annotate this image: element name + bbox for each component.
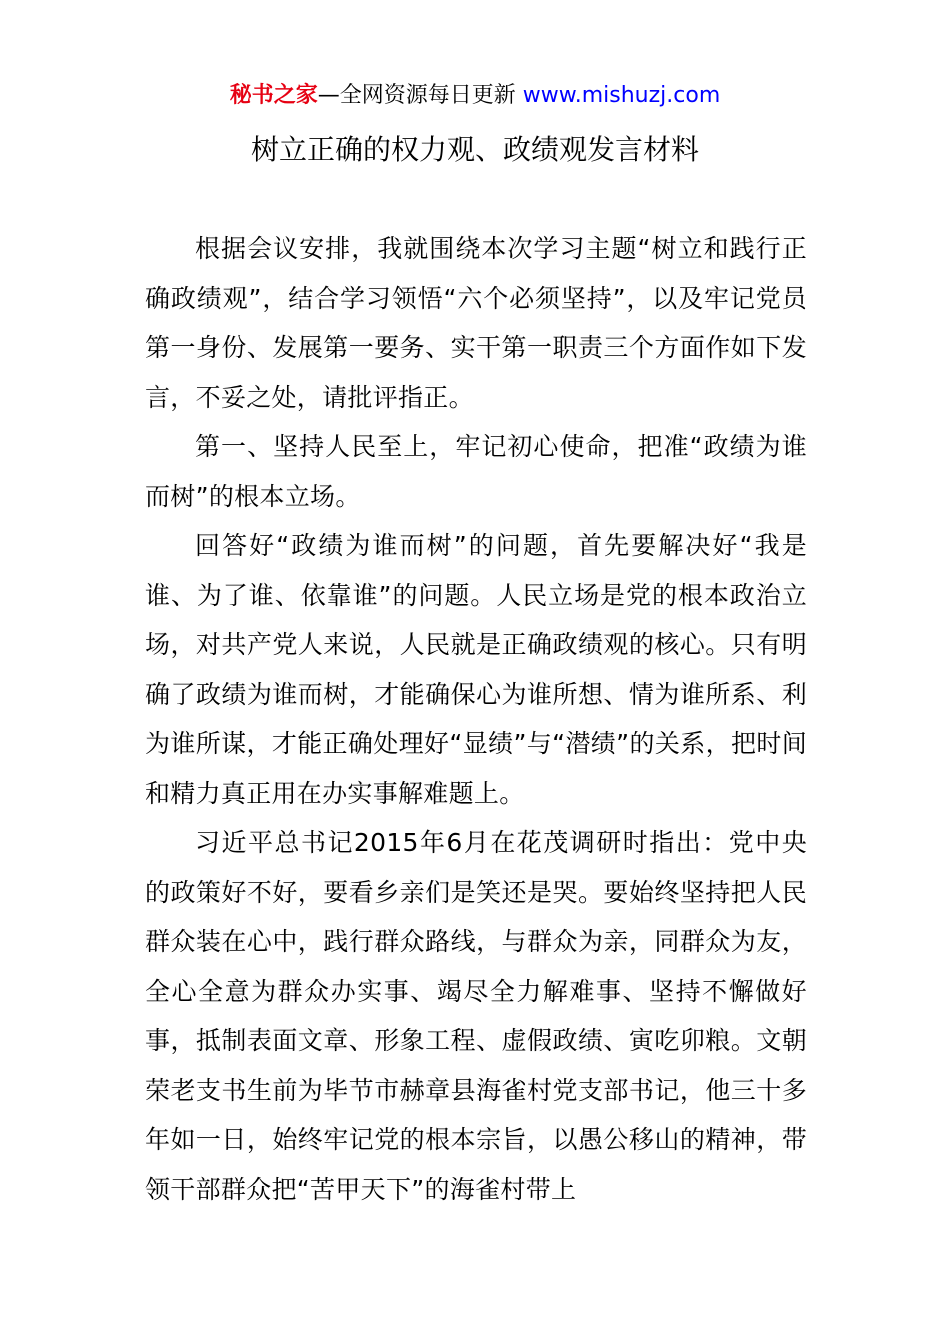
paragraph: 第一、坚持人民至上，牢记初心使命，把准“政绩为谁而树”的根本立场。 xyxy=(145,432,807,511)
document-body xyxy=(145,224,807,1214)
site-url-link[interactable]: www.mishuzj.com xyxy=(522,83,721,108)
document-title: 树立正确的权力观、政绩观发言材料 xyxy=(250,133,699,166)
paragraph: 习近平总书记2015年6月在花茂调研时指出：党中央的政策好不好，要看乡亲们是笑还是哭。要始终坚持把人民群众装在心中，践行群众路线，与群众为亲，同群众为友，全心全意为群众办实事、竭尽全力解难事、坚持不懈做好事，抵制表面文章、形象工程、虚假政绩、寅吃卯粮。文朝荣老支书生前为毕节市赫章县海雀村党支部书记，他三十多年如一日，始终牢记党的根本宗旨，以愚公移山的精神，带领干部群众把“苦甲天下”的海雀村带上 xyxy=(145,828,807,1204)
paragraph: 回答好“政绩为谁而树”的问题，首先要解决好“我是谁、为了谁、依靠谁”的问题。人民立场是党的根本政治立场，对共产党人来说，人民就是正确政绩观的核心。只有明确了政绩为谁而树，才能确保心为谁所想、情为谁所系、利为谁所谋，才能正确处理好“显绩”与“潜绩”的关系，把时间和精力真正用在办实事解难题上。 xyxy=(145,531,807,808)
site-brand: 秘书之家 xyxy=(229,83,318,108)
site-tagline: —全网资源每日更新 xyxy=(317,83,523,108)
paragraph: 根据会议安排，我就围绕本次学习主题“树立和践行正确政绩观”，结合学习领悟“六个必须坚持”，以及牢记党员第一身份、发展第一要务、实干第一职责三个方面作如下发言，不妥之处，请批评指正。 xyxy=(145,234,807,412)
site-banner xyxy=(0,80,950,112)
